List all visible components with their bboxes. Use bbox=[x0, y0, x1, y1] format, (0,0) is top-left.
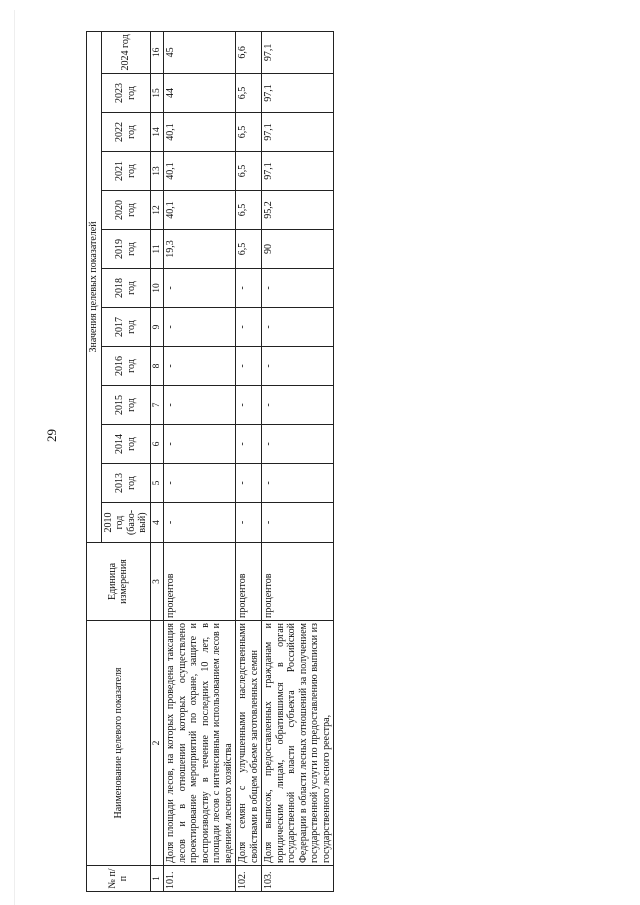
column-number: 10 bbox=[150, 269, 164, 308]
indicator-value: - bbox=[236, 308, 262, 347]
page-number: 29 bbox=[44, 429, 59, 442]
table-row bbox=[164, 31, 236, 891]
indicator-value: - bbox=[164, 464, 236, 503]
column-number: 5 bbox=[150, 464, 164, 503]
header-year: 2021 год bbox=[101, 152, 150, 191]
row-number: 102. bbox=[236, 866, 262, 892]
indicator-value: 6,6 bbox=[236, 31, 262, 73]
column-number: 9 bbox=[150, 308, 164, 347]
indicator-value: 6,5 bbox=[236, 191, 262, 230]
column-number: 16 bbox=[150, 31, 164, 73]
indicator-value: - bbox=[262, 347, 334, 386]
indicator-value: 40,1 bbox=[164, 113, 236, 152]
header-values-group: Значения целевых показателей bbox=[87, 31, 102, 542]
rotated-table-container bbox=[86, 32, 631, 892]
indicator-value: - bbox=[236, 269, 262, 308]
header-name: Наименование целевого показателя bbox=[87, 621, 151, 866]
indicator-unit: процентов bbox=[236, 543, 262, 621]
indicator-value: - bbox=[262, 269, 334, 308]
indicator-value: 6,5 bbox=[236, 74, 262, 113]
row-number: 103. bbox=[262, 866, 334, 892]
indicator-value: - bbox=[262, 386, 334, 425]
indicator-value: - bbox=[164, 386, 236, 425]
indicator-value: 90 bbox=[262, 230, 334, 269]
header-unit: Единица измерения bbox=[87, 543, 151, 621]
indicator-unit: процентов bbox=[164, 543, 236, 621]
column-number: 13 bbox=[150, 152, 164, 191]
column-number: 15 bbox=[150, 74, 164, 113]
row-number: 101. bbox=[164, 866, 236, 892]
header-year: 2016 год bbox=[101, 347, 150, 386]
indicator-name: Доля выписок, предоставленных гражданам и юридическим лицам, обратившимся в орган государственной власти субъекта Российской Федерации в области лесных отношений за получением государственной услуги по предоставлению выписки из государственного лесного реестра, bbox=[262, 621, 334, 866]
column-number: 12 bbox=[150, 191, 164, 230]
indicator-value: 6,5 bbox=[236, 113, 262, 152]
indicator-value: - bbox=[262, 464, 334, 503]
column-number: 1 bbox=[150, 866, 164, 892]
header-year: 2017 год bbox=[101, 308, 150, 347]
target-indicators-table bbox=[86, 31, 334, 892]
indicator-value: 97,1 bbox=[262, 74, 334, 113]
indicator-value: - bbox=[236, 347, 262, 386]
indicator-name: Доля семян с улучшенными наследственными свойствами в общем объеме заготовленных семян bbox=[236, 621, 262, 866]
indicator-value: 6,5 bbox=[236, 230, 262, 269]
indicator-value: 97,1 bbox=[262, 113, 334, 152]
indicator-value: - bbox=[262, 503, 334, 543]
indicator-value: 97,1 bbox=[262, 152, 334, 191]
column-number: 4 bbox=[150, 503, 164, 543]
indicator-value: 44 bbox=[164, 74, 236, 113]
header-year: 2019 год bbox=[101, 230, 150, 269]
indicator-value: 40,1 bbox=[164, 152, 236, 191]
header-year: 2010 год (базо-вый) bbox=[101, 503, 150, 543]
indicator-value: - bbox=[262, 308, 334, 347]
indicator-unit: процентов bbox=[262, 543, 334, 621]
header-year: 2024 год bbox=[101, 31, 150, 73]
indicator-value: - bbox=[164, 347, 236, 386]
indicator-value: - bbox=[164, 425, 236, 464]
header-num: № п/п bbox=[87, 866, 151, 892]
table-row bbox=[236, 31, 262, 891]
column-number: 11 bbox=[150, 230, 164, 269]
indicator-value: 6,5 bbox=[236, 152, 262, 191]
column-number: 14 bbox=[150, 113, 164, 152]
scan-edge-line bbox=[14, 10, 15, 905]
header-year: 2023 год bbox=[101, 74, 150, 113]
indicator-value: 40,1 bbox=[164, 191, 236, 230]
header-year: 2014 год bbox=[101, 425, 150, 464]
indicator-value: - bbox=[164, 503, 236, 543]
indicator-value: 97,1 bbox=[262, 31, 334, 73]
indicator-value: - bbox=[164, 308, 236, 347]
column-number: 8 bbox=[150, 347, 164, 386]
indicator-value: - bbox=[262, 425, 334, 464]
header-year: 2015 год bbox=[101, 386, 150, 425]
header-year: 2013 год bbox=[101, 464, 150, 503]
indicator-value: - bbox=[236, 503, 262, 543]
indicator-name: Доля площади лесов, на которых проведена таксация лесов и в отношении которых осуществлено проектирование мероприятий по охране, защите и воспроизводству в течение последних 10 лет, в площади лесов с интенсивным использованием лесов и ведением лесного хозяйства bbox=[164, 621, 236, 866]
header-year: 2020 год bbox=[101, 191, 150, 230]
column-number-row bbox=[150, 31, 164, 891]
column-number: 6 bbox=[150, 425, 164, 464]
indicator-value: 95,2 bbox=[262, 191, 334, 230]
indicator-value: - bbox=[236, 464, 262, 503]
header-year: 2018 год bbox=[101, 269, 150, 308]
indicator-value: - bbox=[236, 425, 262, 464]
column-number: 3 bbox=[150, 543, 164, 621]
indicator-value: - bbox=[164, 269, 236, 308]
indicator-value: 19,3 bbox=[164, 230, 236, 269]
column-number: 2 bbox=[150, 621, 164, 866]
column-number: 7 bbox=[150, 386, 164, 425]
indicator-value: - bbox=[236, 386, 262, 425]
header-year: 2022 год bbox=[101, 113, 150, 152]
indicator-value: 45 bbox=[164, 31, 236, 73]
table-row bbox=[262, 31, 334, 891]
